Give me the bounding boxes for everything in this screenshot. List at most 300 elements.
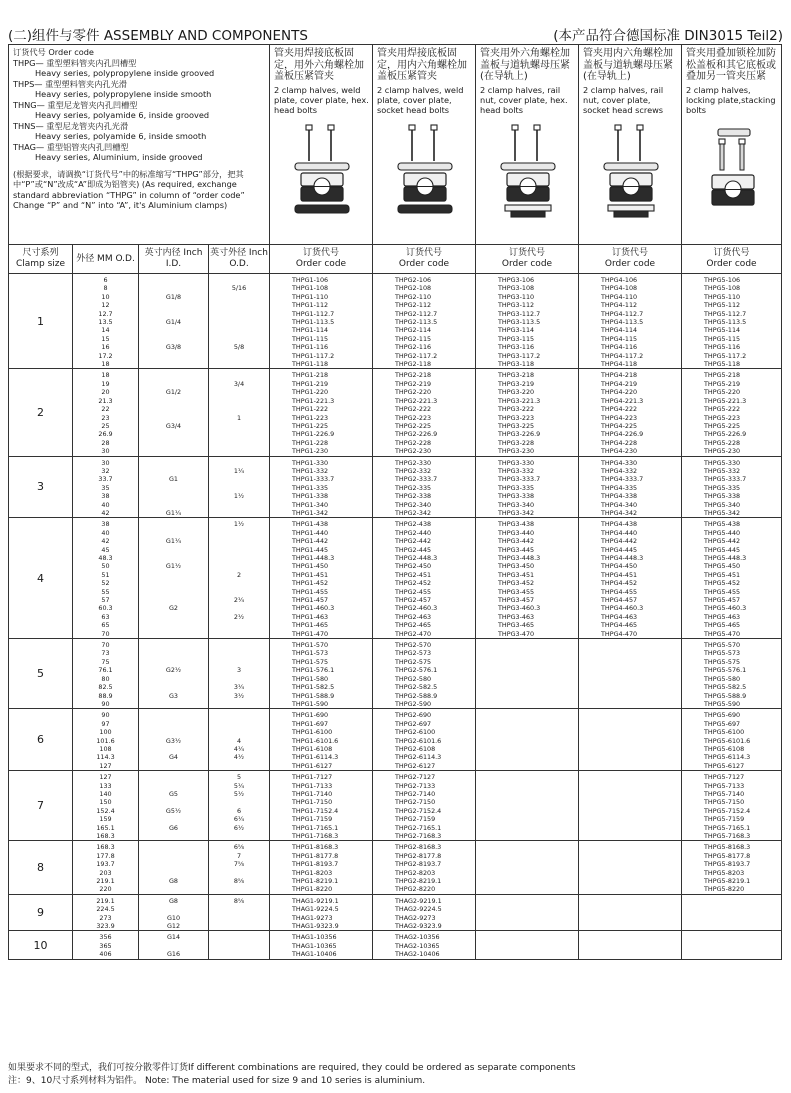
inch-od-value (209, 604, 269, 612)
order-code: THPG3-448.3 (498, 554, 541, 562)
inch-od-cell (209, 709, 270, 771)
order-code: THPG5-445 (704, 545, 741, 554)
od-value: 365 (99, 941, 112, 950)
order-code: THPG4-118 (601, 360, 638, 369)
id-value (139, 815, 208, 823)
order-code-cell (270, 931, 373, 959)
id-value: G8 (168, 877, 179, 886)
header-row (9, 45, 782, 245)
od-value: 23 (101, 413, 110, 422)
product-title-zh: 管夹用焊接底板固定，用内六角螺栓加盖板压紧管夹 (377, 48, 467, 82)
clamp-size-cell: 9 (9, 894, 73, 931)
order-code: THPG2-440 (395, 528, 432, 537)
id-value: G1½ (165, 562, 182, 571)
order-code: THPG3-450 (498, 562, 535, 571)
order-code: THPG5-226.9 (704, 430, 747, 439)
order-code: THPG5-340 (704, 500, 741, 509)
order-code: THPG2-463 (395, 612, 432, 621)
order-code-header-zh: 订货代号 (508, 248, 545, 258)
id-value: G3/4 (165, 421, 182, 430)
order-code: THPG3-108 (498, 284, 535, 293)
order-code: THPG3-221.3 (498, 396, 541, 405)
id-value (139, 711, 208, 719)
order-code-cell (579, 518, 682, 639)
inch-od-value: 1¼ (233, 466, 245, 475)
id-value (139, 414, 208, 422)
id-cell (139, 771, 209, 841)
inch-od-value: 3/4 (233, 379, 245, 388)
order-code-cell (579, 456, 682, 518)
order-code: THPG2-220 (395, 388, 432, 397)
order-code-cell (270, 518, 373, 639)
od-value: 20 (101, 388, 110, 397)
order-code: THPG4-332 (601, 466, 638, 475)
legend-line: Heavy series, polyamide 6, inside grooved (35, 110, 210, 120)
order-code: THPG1-576.1 (292, 666, 335, 675)
order-code: THPG2-114 (395, 326, 432, 335)
order-code: THPG5-8168.3 (704, 843, 751, 852)
order-code: THPG5-6127 (704, 761, 745, 770)
clamp-size-cell: 7 (9, 771, 73, 841)
clamp-size-cell: 3 (9, 456, 73, 518)
order-code-cell (579, 274, 682, 369)
order-code-header-zh: 订货代号 (302, 248, 339, 258)
order-code: THPG2-575 (395, 657, 432, 666)
id-value (139, 459, 208, 467)
id-value: G2 (168, 604, 179, 613)
order-code: THPG1-333.7 (292, 475, 335, 484)
od-value: 18 (101, 371, 110, 380)
order-code: THPG5-442 (704, 537, 741, 546)
inch-od-value: 6¼ (233, 815, 245, 824)
od-value: 32 (101, 466, 110, 475)
order-code: THPG1-440 (292, 528, 329, 537)
inch-od-value (209, 675, 269, 683)
order-code: THPG3-338 (498, 492, 535, 501)
order-code: THPG2-580 (395, 674, 432, 683)
size-group-row (9, 894, 782, 931)
inch-od-value (209, 762, 269, 770)
order-code: THPG1-8219.1 (292, 877, 339, 886)
order-code: THPG2-445 (395, 545, 432, 554)
order-code: THPG2-221.3 (395, 396, 438, 405)
inch-od-value (209, 371, 269, 379)
order-code: THPG5-219 (704, 379, 741, 388)
inch-od-value (209, 310, 269, 318)
od-value: 51 (101, 570, 110, 579)
od-value: 165.1 (96, 823, 115, 832)
od-value: 101.6 (96, 736, 115, 745)
id-value: G6 (168, 823, 179, 832)
order-code: THPG1-690 (292, 711, 329, 720)
od-value: 17.2 (98, 351, 113, 360)
order-code: THPG3-113.5 (498, 318, 541, 327)
legend-line: THNS— 重型尼龙管夹内孔光滑 (13, 120, 129, 131)
size-group-row (9, 369, 782, 456)
inch-od-value (209, 475, 269, 483)
id-value (139, 326, 208, 334)
id-value (139, 371, 208, 379)
inch-od-cell (209, 369, 270, 456)
order-code: THPG5-697 (704, 719, 741, 728)
order-code: THPG1-230 (292, 447, 329, 456)
order-code: THPG2-7152.4 (395, 806, 442, 815)
od-value: 38 (101, 492, 110, 501)
order-code-cell (373, 771, 476, 841)
order-code: THPG1-588.9 (292, 691, 335, 700)
order-code: THPG2-7159 (395, 815, 436, 824)
inch-od-value (209, 484, 269, 492)
order-code: THPG5-222 (704, 405, 741, 414)
order-code: THPG4-455 (601, 587, 638, 596)
order-code: THPG3-465 (498, 621, 535, 630)
order-code: THPG5-113.5 (704, 318, 747, 327)
order-code: THAG2-10365 (395, 941, 440, 950)
id-value (139, 397, 208, 405)
od-value: 63 (101, 612, 110, 621)
size-group-row (9, 771, 782, 841)
od-value: 97 (101, 719, 110, 728)
order-code: THPG2-116 (395, 343, 432, 352)
id-value (139, 942, 208, 950)
od-value: 159 (99, 815, 112, 824)
order-code: THPG5-8220 (704, 885, 745, 894)
order-code: THPG5-438 (704, 520, 741, 529)
order-code: THPG3-230 (498, 447, 535, 456)
product-column-5 (682, 45, 782, 245)
order-code: THPG1-335 (292, 483, 329, 492)
order-code: THPG1-445 (292, 545, 329, 554)
order-code: THPG1-7159 (292, 815, 333, 824)
order-code: THPG4-448.3 (601, 554, 644, 562)
order-code: THPG2-690 (395, 711, 432, 720)
order-code: THPG2-465 (395, 621, 432, 630)
order-code: THPG3-460.3 (498, 604, 541, 613)
empty-cell (476, 639, 579, 709)
empty-cell (579, 841, 682, 894)
legend-line: Heavy series, polypropylene inside smooth (35, 89, 212, 99)
order-code: THPG1-451 (292, 570, 329, 579)
order-code: THPG5-7152.4 (704, 806, 751, 815)
empty-cell (476, 931, 579, 959)
size-group-row (9, 841, 782, 894)
rail-socket-screw-clamp-icon (596, 123, 666, 225)
od-value: 33.7 (98, 475, 113, 484)
order-code: THPG1-7133 (292, 781, 333, 790)
od-value: 100 (99, 728, 112, 737)
size-group-row (9, 931, 782, 959)
order-code-cell (373, 518, 476, 639)
inch-od-value: 7⅝ (233, 860, 245, 869)
inch-od-value (209, 430, 269, 438)
product-title-en: 2 clamp halves, weld plate, cover plate, hex. head bolts (274, 84, 369, 115)
order-code: THPG3-463 (498, 612, 535, 621)
order-code: THPG3-220 (498, 388, 535, 397)
legend-line: THAG— 重型铝管夹内孔凹槽型 (13, 141, 129, 152)
id-value (139, 621, 208, 629)
id-value (139, 798, 208, 806)
od-value: 177.8 (96, 851, 115, 860)
od-value: 25 (101, 421, 110, 430)
order-code: THPG4-342 (601, 508, 638, 517)
id-value: G3/8 (165, 343, 182, 352)
order-code: THPG5-110 (704, 292, 741, 301)
order-code: THPG5-7168.3 (704, 832, 751, 840)
clamp-size-cell: 2 (9, 369, 73, 456)
order-code: THPG5-116 (704, 343, 741, 352)
id-cell (139, 274, 209, 369)
footer-note: 如果要求不同的型式，我们可按分散零件订货If different combinations are required, they could be ordered as separate components (8, 1063, 576, 1073)
id-value (139, 529, 208, 537)
legend-line: Heavy series, polyamide 6, inside smooth (35, 131, 207, 141)
order-code: THPG2-438 (395, 520, 432, 529)
order-code-header-zh: 订货代号 (405, 248, 442, 258)
order-code: THPG1-7165.1 (292, 823, 339, 832)
inch-od-cell (209, 931, 270, 959)
od-value: 6 (103, 276, 108, 284)
order-code: THPG5-7133 (704, 781, 745, 790)
order-code: THPG5-465 (704, 621, 741, 630)
inch-od-value: 3 (236, 666, 242, 675)
id-cell (139, 931, 209, 959)
od-value: 273 (99, 913, 112, 922)
inch-od-value: 1½ (233, 492, 245, 501)
order-code-header (682, 245, 782, 274)
order-code: THPG1-457 (292, 596, 329, 605)
order-code: THPG4-470 (601, 629, 638, 638)
id-cell (139, 369, 209, 456)
order-code: THPG2-110 (395, 292, 432, 301)
od-value: 220 (99, 885, 112, 894)
od-value: 12 (101, 301, 110, 310)
order-code: THAG1-9273 (292, 913, 333, 922)
order-code: THPG4-113.5 (601, 318, 644, 327)
order-code: THPG3-438 (498, 520, 535, 529)
order-code: THPG2-570 (395, 641, 432, 650)
inch-od-value: 6⅝ (233, 843, 245, 852)
order-code: THPG3-114 (498, 326, 535, 335)
order-code: THPG2-697 (395, 719, 432, 728)
order-code: THPG5-342 (704, 508, 741, 517)
id-value (139, 588, 208, 596)
od-cell (73, 369, 139, 456)
order-code: THPG3-219 (498, 379, 535, 388)
order-code: THAG1-10356 (292, 933, 337, 942)
inch-od-value (209, 700, 269, 708)
inch-od-value (209, 405, 269, 413)
order-code: THAG1-9219.1 (292, 896, 339, 905)
order-code: THPG2-219 (395, 379, 432, 388)
od-value: 60.3 (98, 604, 113, 613)
inch-od-value (209, 388, 269, 396)
id-value: G3 (168, 691, 179, 700)
order-code: THPG1-7127 (292, 773, 333, 782)
order-code: THPG2-7140 (395, 789, 436, 798)
order-code: THPG1-448.3 (292, 554, 335, 562)
order-code: THPG5-7127 (704, 773, 745, 782)
order-code-cell (373, 456, 476, 518)
order-code: THPG4-452 (601, 579, 638, 588)
product-title-zh: 管夹用外六角螺栓加盖板与道轨螺母压紧(在导轨上) (480, 48, 570, 82)
empty-cell (476, 894, 579, 931)
id-value: G1/2 (165, 388, 182, 397)
order-code: THPG4-228 (601, 438, 638, 447)
inch-od-value: 5/8 (233, 343, 245, 352)
clamp-size-header: 尺寸系列 Clamp size (9, 245, 73, 274)
order-code-cell (682, 456, 782, 518)
order-code: THPG2-115 (395, 334, 432, 343)
id-value (139, 352, 208, 360)
order-code: THPG4-112 (601, 301, 638, 310)
order-code: THPG3-333.7 (498, 475, 541, 484)
order-code: THPG4-335 (601, 483, 638, 492)
order-code: THPG1-450 (292, 562, 329, 571)
order-code: THPG5-463 (704, 612, 741, 621)
product-column-3 (476, 45, 579, 245)
id-cell (139, 456, 209, 518)
order-code: THPG5-220 (704, 388, 741, 397)
id-value: G2½ (165, 666, 182, 675)
order-code: THPG5-7150 (704, 798, 745, 807)
order-code: THPG1-470 (292, 629, 329, 638)
order-code: THPG4-222 (601, 405, 638, 414)
id-value (139, 782, 208, 790)
order-code: THPG3-110 (498, 292, 535, 301)
order-code-cell (270, 369, 373, 456)
order-code: THPG3-442 (498, 537, 535, 546)
inch-od-value (209, 942, 269, 950)
order-code-cell (579, 369, 682, 456)
inch-od-cell (209, 841, 270, 894)
od-value: 22 (101, 405, 110, 414)
order-code: THPG2-6100 (395, 728, 436, 737)
order-code: THPG2-222 (395, 405, 432, 414)
od-value: 108 (99, 744, 112, 753)
order-code: THPG2-230 (395, 447, 432, 456)
inch-od-value (209, 922, 269, 930)
order-code: THPG4-230 (601, 447, 638, 456)
product-title-zh: 管夹用叠加锁栓加防松盖板和其它底板或叠加另一管夹压紧 (686, 48, 776, 82)
order-code: THPG1-106 (292, 276, 329, 284)
order-code: THPG2-470 (395, 629, 432, 638)
od-value: 219.1 (96, 896, 115, 905)
order-code: THPG4-333.7 (601, 475, 644, 484)
inch-od-value (209, 509, 269, 517)
order-code: THPG4-226.9 (601, 430, 644, 439)
order-code: THPG2-342 (395, 508, 432, 517)
od-cell (73, 274, 139, 369)
order-code-legend (9, 45, 270, 245)
empty-cell (476, 709, 579, 771)
order-code: THPG3-228 (498, 438, 535, 447)
product-title-zh: 管夹用焊接底板固定，用外六角螺栓加盖板压紧管夹 (274, 48, 364, 82)
order-code: THPG1-112.7 (292, 309, 335, 318)
od-value: 150 (99, 798, 112, 807)
order-code: THPG3-112.7 (498, 309, 541, 318)
od-value: 30 (101, 447, 110, 456)
id-value (139, 869, 208, 877)
inch-od-value (209, 318, 269, 326)
inch-od-value: 8⅝ (233, 896, 245, 905)
empty-cell (579, 894, 682, 931)
order-code: THPG5-8193.7 (704, 860, 751, 869)
order-code: THPG2-442 (395, 537, 432, 546)
order-code: THAG1-10365 (292, 941, 337, 950)
id-value (139, 728, 208, 736)
order-code: THPG2-460.3 (395, 604, 438, 613)
order-code: THPG1-465 (292, 621, 329, 630)
inch-od-value (209, 885, 269, 893)
id-value (139, 484, 208, 492)
order-code: THPG3-112 (498, 301, 535, 310)
id-value (139, 613, 208, 621)
order-code: THPG4-442 (601, 537, 638, 546)
id-value (139, 546, 208, 554)
order-code: THPG3-451 (498, 570, 535, 579)
order-code: THPG1-460.3 (292, 604, 335, 613)
inch-od-value (209, 459, 269, 467)
order-code: THPG2-8168.3 (395, 843, 442, 852)
order-code: THPG2-6108 (395, 744, 436, 753)
order-code: THPG1-114 (292, 326, 329, 335)
order-code: THPG5-690 (704, 711, 741, 720)
inch-od-value (209, 621, 269, 629)
id-value: G8 (168, 896, 179, 905)
order-code: THPG5-114 (704, 326, 741, 335)
inch-od-value (209, 905, 269, 913)
order-code: THPG5-451 (704, 570, 741, 579)
order-code: THPG1-226.9 (292, 430, 335, 439)
order-code: THPG5-112 (704, 301, 741, 310)
order-code: THPG2-112.7 (395, 309, 438, 318)
order-code: THPG1-455 (292, 587, 329, 596)
order-code: THPG5-8203 (704, 868, 745, 877)
inch-od-cell (209, 639, 270, 709)
order-code: THPG1-6108 (292, 744, 333, 753)
order-code-header-en: Order code (706, 259, 757, 269)
inch-od-value (209, 832, 269, 840)
inch-od-value (209, 641, 269, 649)
order-code: THPG1-452 (292, 579, 329, 588)
id-value (139, 360, 208, 368)
od-value: 14 (101, 326, 110, 335)
order-code: THPG4-450 (601, 562, 638, 571)
inch-od-cell (209, 274, 270, 369)
od-value: 40 (101, 500, 110, 509)
order-code: THPG2-223 (395, 413, 432, 422)
inch-od-value: 8⅝ (233, 877, 245, 886)
clamp-size-cell: 5 (9, 639, 73, 709)
order-code: THPG1-580 (292, 674, 329, 683)
order-code: THPG3-222 (498, 405, 535, 414)
order-code: THPG5-223 (704, 413, 741, 422)
id-value (139, 276, 208, 284)
od-value: 356 (99, 933, 112, 942)
inch-od-value: 5½ (233, 789, 245, 798)
order-code-cell (270, 274, 373, 369)
order-code: THPG2-338 (395, 492, 432, 501)
legend-line: Heavy series, Aluminium, inside grooved (35, 152, 203, 162)
order-code: THPG2-108 (395, 284, 432, 293)
id-value: G1¼ (165, 537, 182, 546)
clamp-size-cell: 4 (9, 518, 73, 639)
order-code-cell (476, 518, 579, 639)
order-code: THPG4-460.3 (601, 604, 644, 613)
order-code: THPG3-118 (498, 360, 535, 369)
hex-bolt-clamp-assembly-icon (287, 123, 357, 225)
socket-bolt-clamp-assembly-icon (390, 123, 460, 225)
od-value: 152.4 (96, 806, 115, 815)
